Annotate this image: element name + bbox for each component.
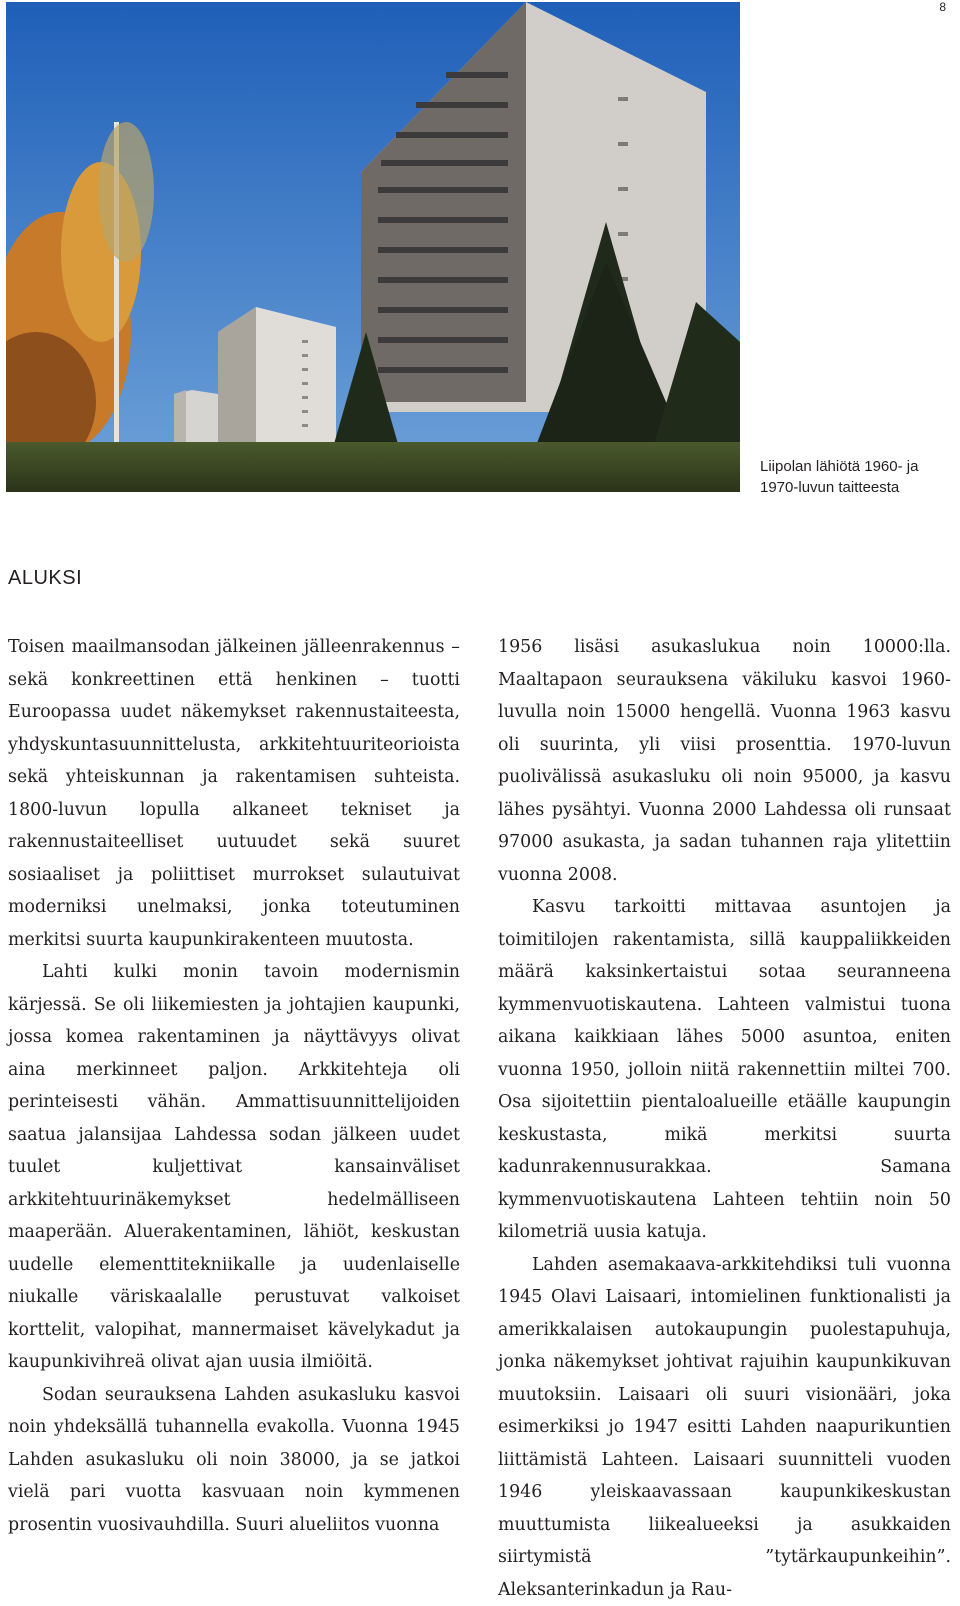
caption-line-1: Liipolan lähiötä 1960- ja xyxy=(760,456,950,477)
paragraph: Lahti kulki monin tavoin modernismin kärjessä. Se oli liikemiesten ja johtajien kaupunki, jossa komea rakentaminen ja näyttävyys olivat aina merkinneet paljon. Arkkitehteja oli perinteisesti vähän. Ammattisuunnittelijoiden saatua jalansijaa Lahdessa sodan jälkeen uudet tuulet kuljettivat kansainväliset arkkitehtuurinäkemykset hedelmälliseen maaperään. Aluerakentaminen, lähiöt, keskustan uudelle elementtitekniikalle ja uudenlaiselle niukalle väriskaalalle perustuvat valkoiset korttelit, valopihat, mannermaiset kävelykadut ja kaupunkivihreä olivat ajan uusia ilmiöitä. xyxy=(8,956,460,1379)
section-heading: ALUKSI xyxy=(8,567,82,590)
photo-caption xyxy=(760,456,950,498)
lawn xyxy=(6,442,740,492)
middle-building xyxy=(218,307,336,457)
paragraph: Toisen maailmansodan jälkeinen jälleenrakennus – sekä konkreettinen että henkinen – tuotti Euroopassa uudet näkemykset rakennustaiteesta, yhdyskuntasuunnittelusta, arkkitehtuuriteorioista sekä yhteiskunnan ja rakentamisen suhteista. 1800-luvun lopulla alkaneet tekniset ja rakennustaiteelliset uutuudet sekä suuret sosiaaliset ja poliittiset murrokset sulautuivat moderniksi unelmaksi, jonka toteutuminen merkitsi suurta kaupunkirakenteen muutosta. xyxy=(8,631,460,956)
building-photo-illustration xyxy=(6,2,740,492)
paragraph: Lahden asemakaava-arkkitehdiksi tuli vuonna 1945 Olavi Laisaari, intomielinen funktionalisti ja amerikkalaisen autokaupungin puolestapuhuja, jonka näkemykset johtivat rajuihin kaupunkikuvan muutoksiin. Laisaari oli suuri visionääri, joka esimerkiksi jo 1947 esitti Lahden naapurikuntien liittämistä Lahteen. Laisaari suunnitteli vuoden 1946 yleiskaavassaan kaupunkikeskustan muuttumista liikealueeksi ja asukkaiden siirtymistä ”tytärkaupunkeihin”. Aleksanterinkadun ja Rau- xyxy=(498,1249,951,1606)
right-text-column xyxy=(498,631,951,1606)
left-text-column xyxy=(8,631,460,1541)
building-photo xyxy=(6,2,740,492)
paragraph: Kasvu tarkoitti mittavaa asuntojen ja toimitilojen rakentamista, sillä kauppaliikkeiden määrä kaksinkertaistui sotaa seuranneena kymmenvuotiskautena. Lahteen valmistui tuona aikana kaikkiaan lähes 5000 asuntoa, eniten vuonna 1950, jolloin niitä rakennettiin miltei 700. Osa sijoitettiin pientaloalueille etäälle kaupungin keskustasta, mikä merkitsi suurta kadunrakennusurakkaa. Samana kymmenvuotiskautena Lahteen tehtiin noin 50 kilometriä uusia katuja. xyxy=(498,891,951,1249)
page-number: 8 xyxy=(939,0,946,14)
paragraph: Sodan seurauksena Lahden asukasluku kasvoi noin yhdeksällä tuhannella evakolla. Vuonna 1945 Lahden asukasluku oli noin 38000, ja se jatkoi vielä pari vuotta kasvuaan noin kymmenen prosentin vuosivauhdilla. Suuri alueliitos vuonna xyxy=(8,1379,460,1542)
paragraph: 1956 lisäsi asukaslukua noin 10000:lla. Maaltapaon seurauksena väkiluku kasvoi 1960-luvulla noin 15000 hengellä. Vuonna 1963 kasvu oli suurinta, yli viisi prosenttia. 1970-luvun puolivälissä asukasluku oli noin 95000, ja kasvu lähes pysähtyi. Vuonna 2000 Lahdessa oli runsaat 97000 asukasta, ja sadan tuhannen raja ylitettiin vuonna 2008. xyxy=(498,631,951,891)
caption-line-2: 1970-luvun taitteesta xyxy=(760,477,950,498)
